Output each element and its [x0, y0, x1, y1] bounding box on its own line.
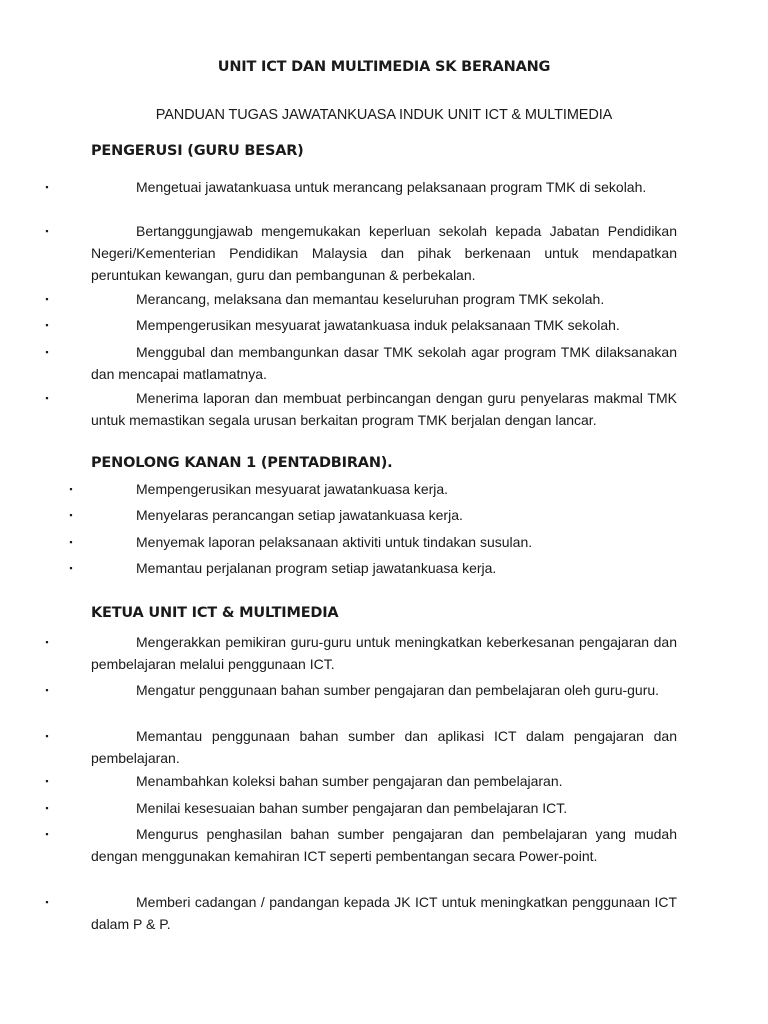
bullet-icon: ▪ [45, 393, 49, 403]
list-item-text: Memberi cadangan / pandangan kepada JK ICT untuk meningkatkan penggunaan ICT dalam P & P. [91, 894, 677, 932]
bullet-icon: ▪ [45, 182, 49, 192]
bullet-icon: ▪ [69, 563, 73, 573]
document-title: UNIT ICT DAN MULTIMEDIA SK BERANANG [217, 59, 551, 75]
list-item-text: Mengetuai jawatankuasa untuk merancang pelaksanaan program TMK di sekolah. [136, 179, 647, 195]
bullet-icon: ▪ [45, 347, 49, 357]
list-item-text: Mempengerusikan mesyuarat jawatankuasa kerja. [136, 481, 449, 497]
bullet-icon: ▪ [45, 897, 49, 907]
bullet-icon: ▪ [45, 637, 49, 647]
list-item-text: Menyemak laporan pelaksanaan aktiviti untuk tindakan susulan. [136, 534, 533, 550]
list-item-text: Mengurus penghasilan bahan sumber pengajaran dan pembelajaran yang mudah dengan menggunakan kemahiran ICT seperti pembentangan secara Power-point. [91, 826, 677, 864]
list-item-text: Menilai kesesuaian bahan sumber pengajaran dan pembelajaran ICT. [136, 800, 568, 816]
document-subtitle: PANDUAN TUGAS JAWATANKUASA INDUK UNIT ICT & MULTIMEDIA [155, 107, 613, 123]
bullet-icon: ▪ [45, 320, 49, 330]
section-heading-ketua-unit: KETUA UNIT ICT & MULTIMEDIA [91, 605, 339, 621]
list-item-text: Menggubal dan membangunkan dasar TMK sekolah agar program TMK dilaksanakan dan mencapai matlamatnya. [91, 344, 677, 382]
list-item-text: Bertanggungjawab mengemukakan keperluan sekolah kepada Jabatan Pendidikan Negeri/Kementerian Pendidikan Malaysia dan pihak berkenaan untuk mendapatkan peruntukan kewangan, guru dan pembangunan & perbekalan. [91, 223, 677, 283]
bullet-icon: ▪ [45, 685, 49, 695]
bullet-icon: ▪ [45, 294, 49, 304]
list-item-text: Memantau perjalanan program setiap jawatankuasa kerja. [136, 560, 497, 576]
list-item-text: Mempengerusikan mesyuarat jawatankuasa induk pelaksanaan TMK sekolah. [136, 317, 620, 333]
bullet-icon: ▪ [45, 731, 49, 741]
list-item-text: Mengatur penggunaan bahan sumber pengajaran dan pembelajaran oleh guru-guru. [136, 682, 660, 698]
list-item-text: Memantau penggunaan bahan sumber dan aplikasi ICT dalam pengajaran dan pembelajaran. [91, 728, 677, 766]
bullet-icon: ▪ [45, 776, 49, 786]
list-item-text: Menerima laporan dan membuat perbincangan dengan guru penyelaras makmal TMK untuk memastikan segala urusan berkaitan program TMK berjalan dengan lancar. [91, 390, 677, 428]
section-heading-penolong-kanan: PENOLONG KANAN 1 (PENTADBIRAN). [91, 455, 393, 471]
bullet-icon: ▪ [69, 537, 73, 547]
section-heading-pengerusi: PENGERUSI (GURU BESAR) [91, 143, 304, 159]
list-item-text: Mengerakkan pemikiran guru-guru untuk meningkatkan keberkesanan pengajaran dan pembelajaran melalui penggunaan ICT. [91, 634, 677, 672]
bullet-icon: ▪ [45, 829, 49, 839]
bullet-icon: ▪ [45, 226, 49, 236]
list-item-text: Merancang, melaksana dan memantau keseluruhan program TMK sekolah. [136, 291, 605, 307]
bullet-icon: ▪ [69, 484, 73, 494]
list-item-text: Menyelaras perancangan setiap jawatankuasa kerja. [136, 507, 463, 523]
list-item-text: Menambahkan koleksi bahan sumber pengajaran dan pembelajaran. [136, 773, 563, 789]
bullet-icon: ▪ [45, 803, 49, 813]
bullet-icon: ▪ [69, 510, 73, 520]
